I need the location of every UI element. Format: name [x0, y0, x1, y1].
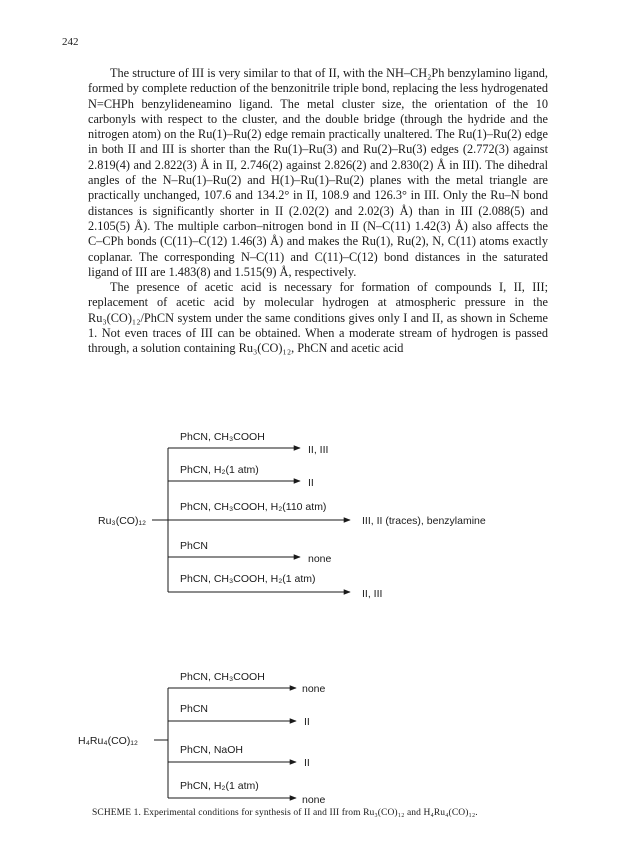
- paragraph-2: The presence of acetic acid is necessary for formation of compounds I, II, III; replacement of acetic acid by molecular hydrogen at atmospheric pressure in the Ru₃(CO)₁₂/PhCN system under the same conditions gives only I and II, as shown in Scheme 1. Not even traces of III can be obtained. When a moderate stream of hydrogen is passed through, a solution containing Ru₃(CO)₁₂, PhCN and acetic acid: [88, 280, 548, 356]
- scheme-bottom-row: [168, 703, 310, 728]
- scheme-caption: SCHEME 1. Experimental conditions for synthesis of II and III from Ru₃(CO)₁₂ and H₄Ru₄(CO)₁₂.: [92, 808, 478, 818]
- scheme-top-row: [168, 573, 382, 600]
- scheme-top-row: [168, 431, 328, 456]
- scheme-top-reactant: Ru₃(CO)₁₂: [98, 515, 147, 527]
- scheme-bottom-product: none: [302, 794, 326, 806]
- scheme-bottom-product: none: [302, 683, 326, 695]
- scheme-bottom-row: [168, 671, 326, 695]
- scheme-bottom: [78, 671, 326, 806]
- page-number: 242: [62, 36, 79, 48]
- scheme-top-product: II: [308, 477, 314, 489]
- scheme-top-conditions: PhCN, CH₃COOH: [180, 431, 265, 443]
- scheme-top-product: none: [308, 553, 332, 565]
- scheme-top-product: II, III: [308, 444, 329, 456]
- scheme-top-conditions: PhCN: [180, 540, 209, 552]
- scheme-bottom-row: [168, 744, 310, 769]
- scheme-bottom-conditions: PhCN, H₂(1 atm): [180, 780, 259, 792]
- scheme-bottom-conditions: PhCN, NaOH: [180, 744, 244, 756]
- scheme-bottom-product: II: [304, 757, 310, 769]
- scheme-bottom-reactant: H₄Ru₄(CO)₁₂: [78, 735, 138, 747]
- scheme-bottom-row: [168, 780, 326, 806]
- scheme-bottom-conditions: PhCN: [180, 703, 209, 715]
- scheme-top-conditions: PhCN, CH₃COOH, H₂(110 atm): [180, 501, 327, 513]
- scheme-bottom-product: II: [304, 716, 310, 728]
- paragraph-1: The structure of III is very similar to that of II, with the NH–CH₂Ph benzylamino ligand, formed by complete reduction of the benzonitrile triple bond, replacing the less hydrogenated N=CHPh benzylideneamino ligand. The metal cluster size, the orientation of the 10 carbonyls with respect to the cluster, and the double bridge (through the hydride and the nitrogen atom) on the Ru(1)–Ru(2) edge remain practically unaltered. The Ru(1)–Ru(2) edge in both II and III is shorter than the Ru(1)–Ru(3) and Ru(2)–Ru(3) edges (2.772(3) against 2.819(4) and 2.822(3) Å in II, 2.746(2) against 2.826(2) and 2.830(2) Å in III). The dihedral angles of the N–Ru(1)–Ru(2) and H(1)–Ru(1)–Ru(2) planes with the metal triangle are practically unchanged, 107.6 and 134.2° in II, 108.9 and 126.3° in III. Only the Ru–N bond distances is significantly shorter in II (2.02(2) and 2.02(3) Å) than in III (2.088(5) and 2.105(5) Å). The multiple carbon–nitrogen bond in II (N–C(11) 1.42(3) Å) also affects the C–CPh bonds (C(11)–C(12) 1.46(3) Å) and makes the Ru(1), Ru(2), N, C(11) atoms exactly coplanar. The corresponding N–C(11) and C(11)–C(12) bond distances in the saturated ligand of III are 1.483(8) and 1.515(9) Å, respectively.: [88, 66, 548, 279]
- scheme-top: [98, 431, 486, 600]
- scheme-top-product: III, II (traces), benzylamine: [362, 515, 486, 527]
- scheme-top-conditions: PhCN, H₂(1 atm): [180, 464, 259, 476]
- scheme-top-row: [168, 540, 332, 565]
- scheme-top-row: [168, 501, 486, 527]
- scheme-top-product: II, III: [362, 588, 383, 600]
- scheme-top-row: [168, 464, 314, 489]
- scheme-bottom-conditions: PhCN, CH₃COOH: [180, 671, 265, 683]
- scheme-top-conditions: PhCN, CH₃COOH, H₂(1 atm): [180, 573, 316, 585]
